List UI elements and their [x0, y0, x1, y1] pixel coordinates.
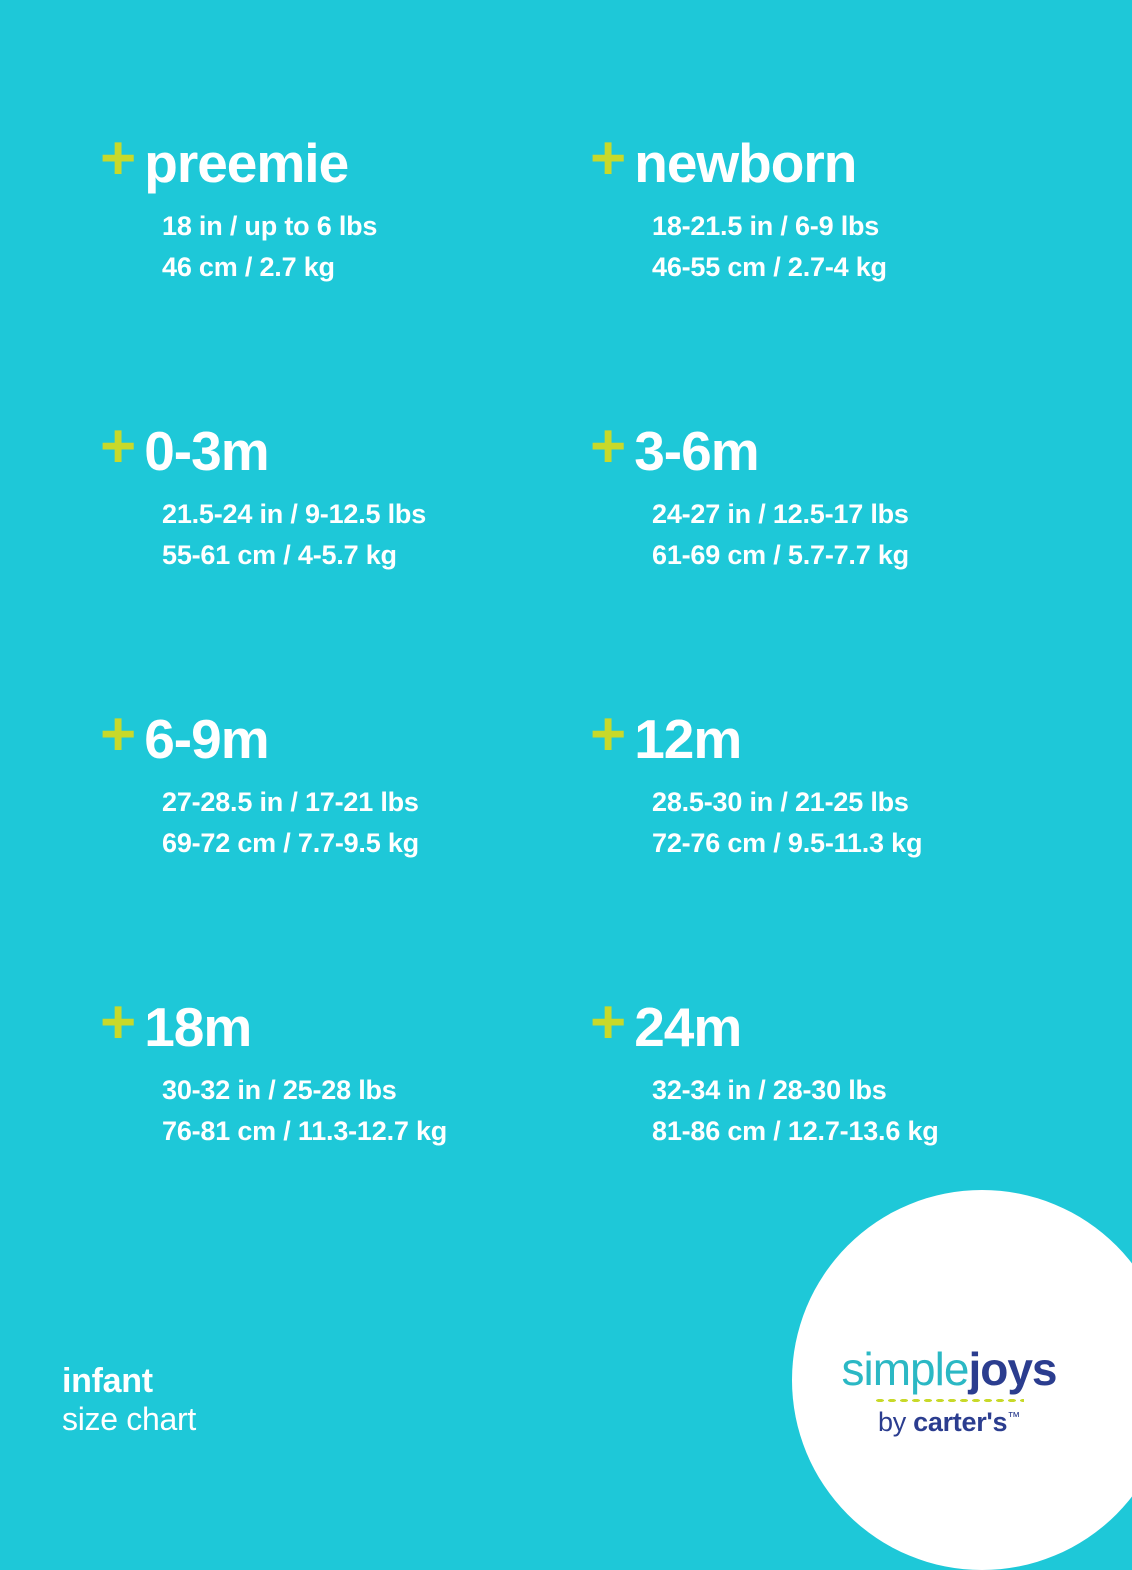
plus-icon: +	[100, 124, 135, 193]
size-metric: 81-86 cm / 12.7-13.6 kg	[652, 1115, 939, 1146]
size-metric: 55-61 cm / 4-5.7 kg	[162, 539, 397, 570]
logo-wordmark	[814, 1343, 1084, 1395]
logo-word-simple: simple	[841, 1343, 969, 1395]
size-name: 24m	[634, 995, 742, 1058]
size-name: 12m	[634, 707, 742, 770]
size-name: 18m	[144, 995, 252, 1058]
size-entry-18m	[100, 988, 590, 1284]
page-title: infant	[62, 1362, 153, 1401]
size-name: newborn	[634, 131, 857, 194]
plus-icon: +	[590, 412, 625, 481]
logo-dotted-rule	[874, 1398, 1024, 1403]
size-name: 6-9m	[144, 707, 269, 770]
trademark-icon: ™	[1007, 1409, 1020, 1424]
size-imperial: 28.5-30 in / 21-25 lbs	[652, 787, 909, 817]
logo-brand-name: carter's	[913, 1407, 1008, 1437]
size-imperial: 18-21.5 in / 6-9 lbs	[652, 211, 880, 241]
size-imperial: 18 in / up to 6 lbs	[162, 211, 378, 241]
size-imperial: 32-34 in / 28-30 lbs	[652, 1075, 887, 1105]
size-heading	[590, 988, 1080, 1058]
size-heading	[100, 412, 590, 482]
logo-byline	[814, 1407, 1084, 1438]
size-entry-12m	[590, 700, 1080, 996]
plus-icon: +	[100, 988, 135, 1057]
size-metric: 46-55 cm / 2.7-4 kg	[652, 251, 887, 282]
size-imperial: 24-27 in / 12.5-17 lbs	[652, 499, 909, 529]
logo-by-text: by	[878, 1407, 914, 1437]
size-heading	[100, 700, 590, 770]
size-entry-preemie	[100, 124, 590, 420]
size-heading	[590, 124, 1080, 194]
size-name: preemie	[144, 131, 349, 194]
size-heading	[590, 700, 1080, 770]
size-entry-newborn	[590, 124, 1080, 420]
size-entry-0-3m	[100, 412, 590, 708]
plus-icon: +	[100, 412, 135, 481]
size-entry-3-6m	[590, 412, 1080, 708]
size-heading	[590, 412, 1080, 482]
size-metric: 76-81 cm / 11.3-12.7 kg	[162, 1115, 448, 1146]
size-imperial: 21.5-24 in / 9-12.5 lbs	[162, 499, 427, 529]
size-metric: 61-69 cm / 5.7-7.7 kg	[652, 539, 909, 570]
size-imperial: 27-28.5 in / 17-21 lbs	[162, 787, 419, 817]
plus-icon: +	[590, 700, 625, 769]
size-heading	[100, 124, 590, 194]
size-entry-6-9m	[100, 700, 590, 996]
size-metric: 69-72 cm / 7.7-9.5 kg	[162, 827, 419, 858]
size-name: 3-6m	[634, 419, 759, 482]
size-metric: 72-76 cm / 9.5-11.3 kg	[652, 827, 923, 858]
size-grid	[0, 124, 1132, 1284]
plus-icon: +	[590, 124, 625, 193]
chart-title-block	[62, 1362, 196, 1438]
page-subtitle: size chart	[62, 1401, 196, 1438]
size-metric: 46 cm / 2.7 kg	[162, 251, 335, 282]
size-imperial: 30-32 in / 25-28 lbs	[162, 1075, 397, 1105]
size-heading	[100, 988, 590, 1058]
plus-icon: +	[100, 700, 135, 769]
plus-icon: +	[590, 988, 625, 1057]
size-name: 0-3m	[144, 419, 269, 482]
brand-logo	[814, 1343, 1084, 1438]
logo-word-joys: joys	[968, 1343, 1057, 1395]
